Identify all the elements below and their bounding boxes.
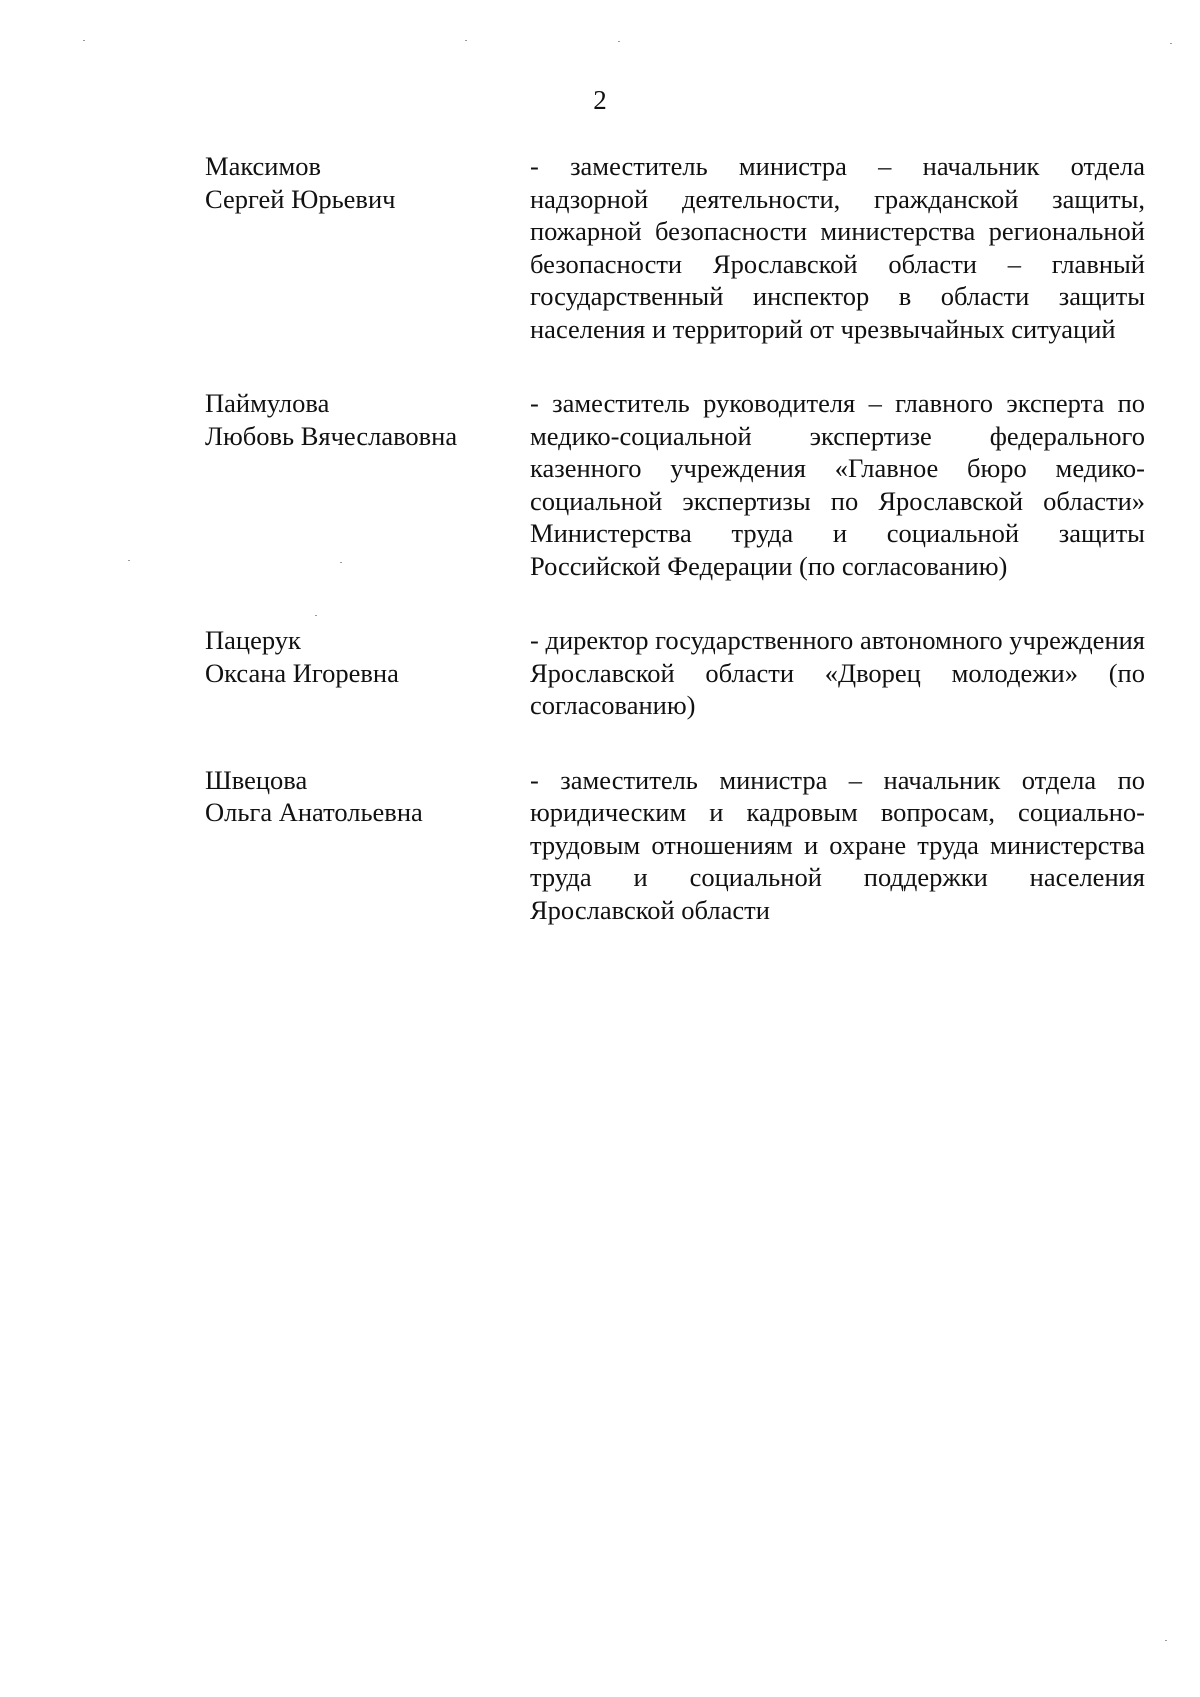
member-list — [205, 150, 1145, 926]
member-entry — [205, 150, 1145, 345]
scan-speck — [340, 562, 342, 563]
member-given-names: Сергей Юрьевич — [205, 183, 396, 214]
member-name — [205, 624, 530, 722]
member-given-names: Любовь Вячеславовна — [205, 420, 458, 451]
member-surname: Пацерук — [205, 625, 301, 655]
member-position: - заместитель министра – начальник отдела по юридическим и кадровым вопросам, социально-трудовым отношениям и охране труда министерства труда и социальной поддержки населения Ярославской области — [530, 764, 1145, 925]
member-surname: Максимов — [205, 151, 322, 181]
scan-speck — [83, 40, 85, 41]
member-surname: Швецова — [205, 764, 308, 795]
member-given-names: Оксана Игоревна — [205, 657, 399, 688]
member-entry — [205, 387, 1145, 582]
member-name — [205, 150, 530, 345]
member-position: - директор государственного автономного учреждения Ярославской области «Дворец молодежи» (по согласованию) — [530, 625, 1145, 720]
scan-speck — [1165, 1640, 1167, 1641]
member-name — [205, 764, 530, 927]
scan-speck — [618, 41, 620, 42]
member-entry — [205, 764, 1145, 927]
member-name — [205, 387, 530, 582]
member-position: - заместитель руководителя – главного эксперта по медико-социальной экспертизе федерального казенного учреждения «Главное бюро медико-социальной экспертизы по Ярославской области» Министерства труда и социальной защиты Российской Федерации (по согласованию) — [530, 388, 1145, 581]
scan-speck — [465, 40, 467, 41]
scan-speck — [315, 615, 317, 616]
member-given-names: Ольга Анатольевна — [205, 797, 423, 827]
member-position: - заместитель министра – начальник отдела надзорной деятельности, гражданской защиты, пожарной безопасности министерства региональной безопасности Ярославской области – главный государственный инспектор в области защиты населения и территорий от чрезвычайных ситуаций — [530, 151, 1145, 344]
page-number: 2 — [593, 85, 607, 115]
member-entry — [205, 624, 1145, 722]
scan-speck — [128, 560, 130, 561]
scan-speck — [1170, 43, 1172, 44]
member-surname: Паймулова — [205, 388, 330, 418]
